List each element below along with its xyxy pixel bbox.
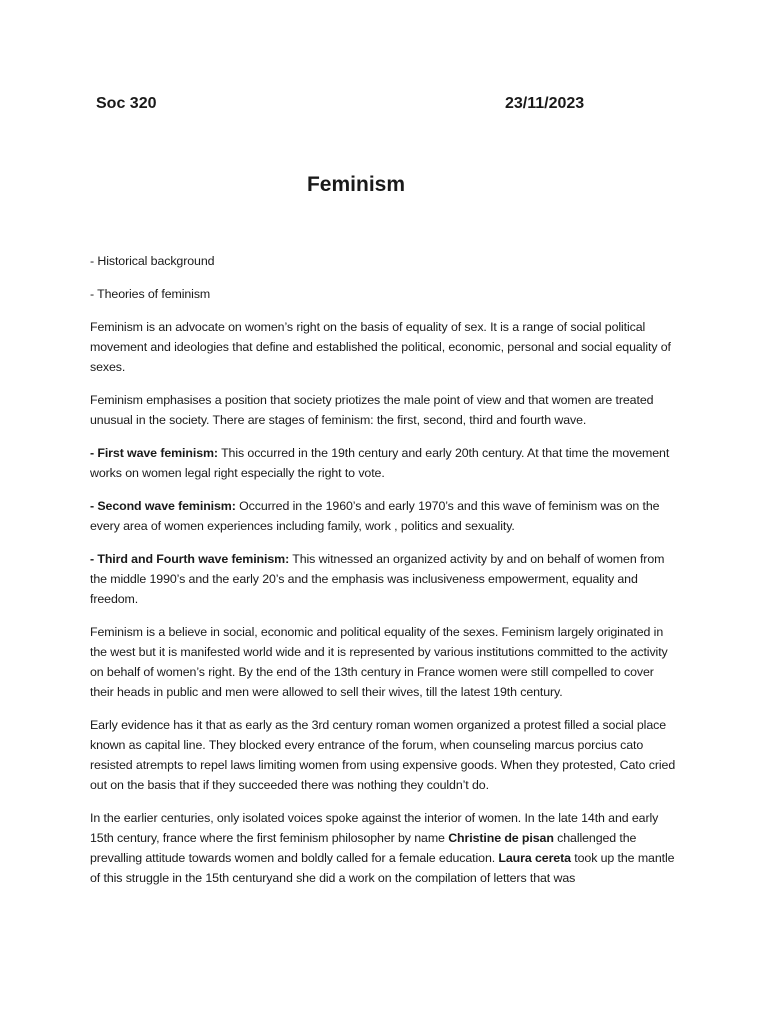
paragraph-third-fourth-wave [90, 549, 680, 609]
document-body [90, 251, 680, 901]
earlier-centuries-text-a: In the earlier centuries, only isolated voices spoke against the interior of women. In the late 14th and early 15th century, france where the first feminism philosopher by name [90, 811, 659, 845]
name-christine-de-pisan: Christine de pisan [448, 831, 554, 845]
outline-item-theories: - Theories of feminism [90, 287, 211, 301]
second-wave-label: - Second wave feminism: [90, 499, 236, 513]
paragraph-definition: Feminism is an advocate on women’s right on the basis of equality of sex. It is a range of social political movement and ideologies that define and established the political, economic, personal and social equality of sexes. [90, 320, 671, 374]
name-laura-cereta: Laura cereta [498, 851, 571, 865]
paragraph-second-wave [90, 496, 680, 536]
document-date: 23/11/2023 [505, 95, 585, 112]
document-title: Feminism [306, 173, 406, 196]
first-wave-text: This occurred in the 19th century and early 20th century. At that time the movement works on women legal right especially the right to vote. [90, 446, 670, 480]
paragraph-early-evidence: Early evidence has it that as early as the 3rd century roman women organized a protest filled a social place known as capital line. They blocked every entrance of the forum, when counseling marcus porcius cato resisted atrempts to repel laws limiting women from using expensive goods. When they protested, Cato cried out on the basis that if they succeeded there was nothing they couldn’t do. [90, 718, 676, 792]
third-wave-label: - Third and Fourth wave feminism: [90, 552, 290, 566]
first-wave-label: - First wave feminism: [90, 446, 218, 460]
outline-item-historical-background: - Historical background [90, 254, 215, 268]
earlier-centuries-text-c: took up the mantle of this struggle in the 15th centuryand she did a work on the compilation of letters that was [90, 851, 675, 885]
earlier-centuries-text-b: challenged the prevalling attitude towards women and boldly called for a female education. [90, 831, 637, 865]
paragraph-earlier-centuries [90, 808, 680, 888]
course-code: Soc 320 [96, 95, 157, 112]
third-wave-text: This witnessed an organized activity by and on behalf of women from the middle 1990’s and the early 20’s and the emphasis was inclusiveness empowerment, equality and freedom. [90, 552, 665, 606]
paragraph-first-wave [90, 443, 680, 483]
paragraph-believe: Feminism is a believe in social, economic and political equality of the sexes. Feminism largely originated in the west but it is manifested world wide and it is represented by various institutions committed to the activity on behalf of women’s right. By the end of the 13th century in France women were still compelled to cover their heads in public and men were allowed to sell their wives, till the latest 19th century. [90, 625, 668, 699]
second-wave-text: Occurred in the 1960’s and early 1970’s and this wave of feminism was on the every area of women experiences including family, work , politics and sexuality. [90, 499, 660, 533]
paragraph-stages: Feminism emphasises a position that society priotizes the male point of view and that women are treated unusual in the society. There are stages of feminism: the first, second, third and fourth wave. [90, 393, 654, 427]
